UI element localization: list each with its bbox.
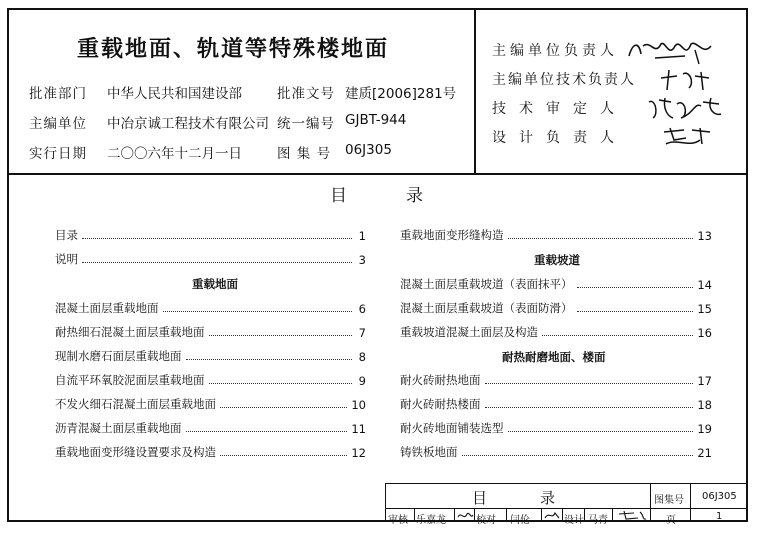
toc-entry-text: 混凝土面层重载地面 <box>55 301 159 315</box>
header-vertical-divider <box>474 10 476 173</box>
toc-entry[interactable] <box>400 324 712 340</box>
toc-entry-text: 现制水磨石面层重载地面 <box>55 349 182 363</box>
responsible-reviewer <box>492 98 616 118</box>
atlas-title: 重载地面、轨道等特殊楼地面 <box>77 37 390 62</box>
toc-entry-text: 不发火细石混凝土面层重载地面 <box>55 397 216 411</box>
toc-entry[interactable] <box>55 300 366 316</box>
check-name: 闫伦 <box>510 515 530 526</box>
approval-dept-label: 批准部门 <box>29 86 87 102</box>
title-block-divider <box>386 508 748 509</box>
toc-entry-page: 3 <box>358 253 366 267</box>
section-heading: 重载地面 <box>192 277 238 291</box>
toc-entry[interactable] <box>400 420 712 436</box>
toc-entry-text: 混凝土面层重载坡道（表面抹平） <box>400 277 573 291</box>
responsible-designer <box>492 127 616 147</box>
title-block <box>385 483 748 526</box>
toc-entry-page: 6 <box>358 302 366 316</box>
toc-title: 目 录 <box>330 186 425 206</box>
section-heading: 耐热耐磨地面、楼面 <box>502 350 606 364</box>
toc-entry-page: 19 <box>697 422 712 436</box>
toc-entry[interactable] <box>400 300 712 316</box>
responsible-label: 主编单位负责人 <box>492 43 616 59</box>
toc-entry[interactable] <box>55 348 366 364</box>
toc-entry[interactable] <box>55 372 366 388</box>
toc-entry-page: 7 <box>358 326 366 340</box>
review-signature <box>456 509 474 522</box>
toc-entry-text: 耐热细石混凝土面层重载地面 <box>55 325 205 339</box>
atlas-no-value: 06J305 <box>702 491 737 502</box>
unified-no-label: 统一编号 <box>277 116 335 132</box>
check-signature <box>543 509 561 522</box>
signature-reviewer <box>645 94 725 124</box>
toc-entry-page: 12 <box>351 446 366 460</box>
editor-unit-value: 中冶京诚工程技术有限公司 <box>107 116 269 132</box>
effective-date-value: 二〇〇六年十二月一日 <box>107 146 242 162</box>
responsible-editor-unit <box>492 40 616 60</box>
toc-entry[interactable] <box>55 324 366 340</box>
signature-designer <box>660 124 715 150</box>
toc-entry-page: 9 <box>358 374 366 388</box>
atlas-no-label: 图 集 号 <box>277 146 332 162</box>
editor-unit-label: 主编单位 <box>29 116 87 132</box>
atlas-no-value: 06J305 <box>345 142 392 158</box>
signature-editor-unit <box>625 36 720 66</box>
unified-no-value: GJBT-944 <box>345 112 407 128</box>
signature-tech <box>655 66 715 94</box>
review-label: 审核 <box>388 515 408 526</box>
toc-entry[interactable] <box>55 251 366 267</box>
toc-entry-text: 耐火砖耐热地面 <box>400 373 481 387</box>
toc-entry[interactable] <box>55 396 366 412</box>
approval-no-value: 建质[2006]281号 <box>345 86 457 102</box>
toc-entry-page: 16 <box>697 326 712 340</box>
toc-entry[interactable] <box>55 420 366 436</box>
toc-entry-text: 沥青混凝土面层重载地面 <box>55 421 182 435</box>
page-value: 1 <box>716 511 723 522</box>
atlas-no-label: 图集号 <box>654 495 684 506</box>
toc-entry-text: 重载地面变形缝构造 <box>400 228 504 242</box>
toc-entry-text: 铸铁板地面 <box>400 445 458 459</box>
header-divider <box>9 173 746 175</box>
toc-entry[interactable] <box>400 372 712 388</box>
toc-entry[interactable] <box>55 444 366 460</box>
page-label: 页 <box>666 515 676 526</box>
toc-entry[interactable] <box>400 396 712 412</box>
toc-entry-text: 目录 <box>55 228 78 242</box>
toc-entry-text: 重载地面变形缝设置要求及构造 <box>55 445 216 459</box>
toc-entry-text: 耐火砖地面铺装选型 <box>400 421 504 435</box>
toc-entry-page: 13 <box>697 229 712 243</box>
toc-entry-page: 11 <box>351 422 366 436</box>
toc-entry-page: 1 <box>358 229 366 243</box>
toc-entry-page: 14 <box>697 278 712 292</box>
responsible-label: 技术审定人 <box>492 101 616 117</box>
toc-entry-page: 21 <box>697 446 712 460</box>
responsible-label: 主编单位技术负责人 <box>492 72 636 88</box>
design-name: 马青 <box>588 515 608 526</box>
responsible-tech <box>492 69 636 89</box>
title-block-title: 目 录 <box>472 489 558 507</box>
toc-entry-page: 10 <box>351 398 366 412</box>
toc-entry-page: 17 <box>697 374 712 388</box>
title-block-col-divider <box>650 484 651 522</box>
responsible-label: 设计负责人 <box>492 130 616 146</box>
toc-entry[interactable] <box>400 276 712 292</box>
toc-entry-text: 说明 <box>55 252 78 266</box>
toc-entry[interactable] <box>55 227 366 243</box>
toc-entry-page: 8 <box>358 350 366 364</box>
toc-entry-page: 15 <box>697 302 712 316</box>
toc-entry-text: 自流平环氧胶泥面层重载地面 <box>55 373 205 387</box>
review-name: 乐嘉龙 <box>416 515 446 526</box>
toc-entry-text: 重载坡道混凝土面层及构造 <box>400 325 538 339</box>
toc-entry-text: 混凝土面层重载坡道（表面防滑） <box>400 301 573 315</box>
approval-no-label: 批准文号 <box>277 86 335 102</box>
effective-date-label: 实行日期 <box>29 146 87 162</box>
toc-entry[interactable] <box>400 444 712 460</box>
title-block-col-divider <box>690 484 691 522</box>
toc-entry-text: 耐火砖耐热楼面 <box>400 397 481 411</box>
approval-dept-value: 中华人民共和国建设部 <box>107 86 242 102</box>
toc-entry[interactable] <box>400 227 712 243</box>
check-label: 校对 <box>476 515 496 526</box>
section-heading: 重载坡道 <box>534 253 580 267</box>
design-signature <box>616 509 648 522</box>
toc-entry-page: 18 <box>697 398 712 412</box>
design-label: 设计 <box>564 515 584 526</box>
